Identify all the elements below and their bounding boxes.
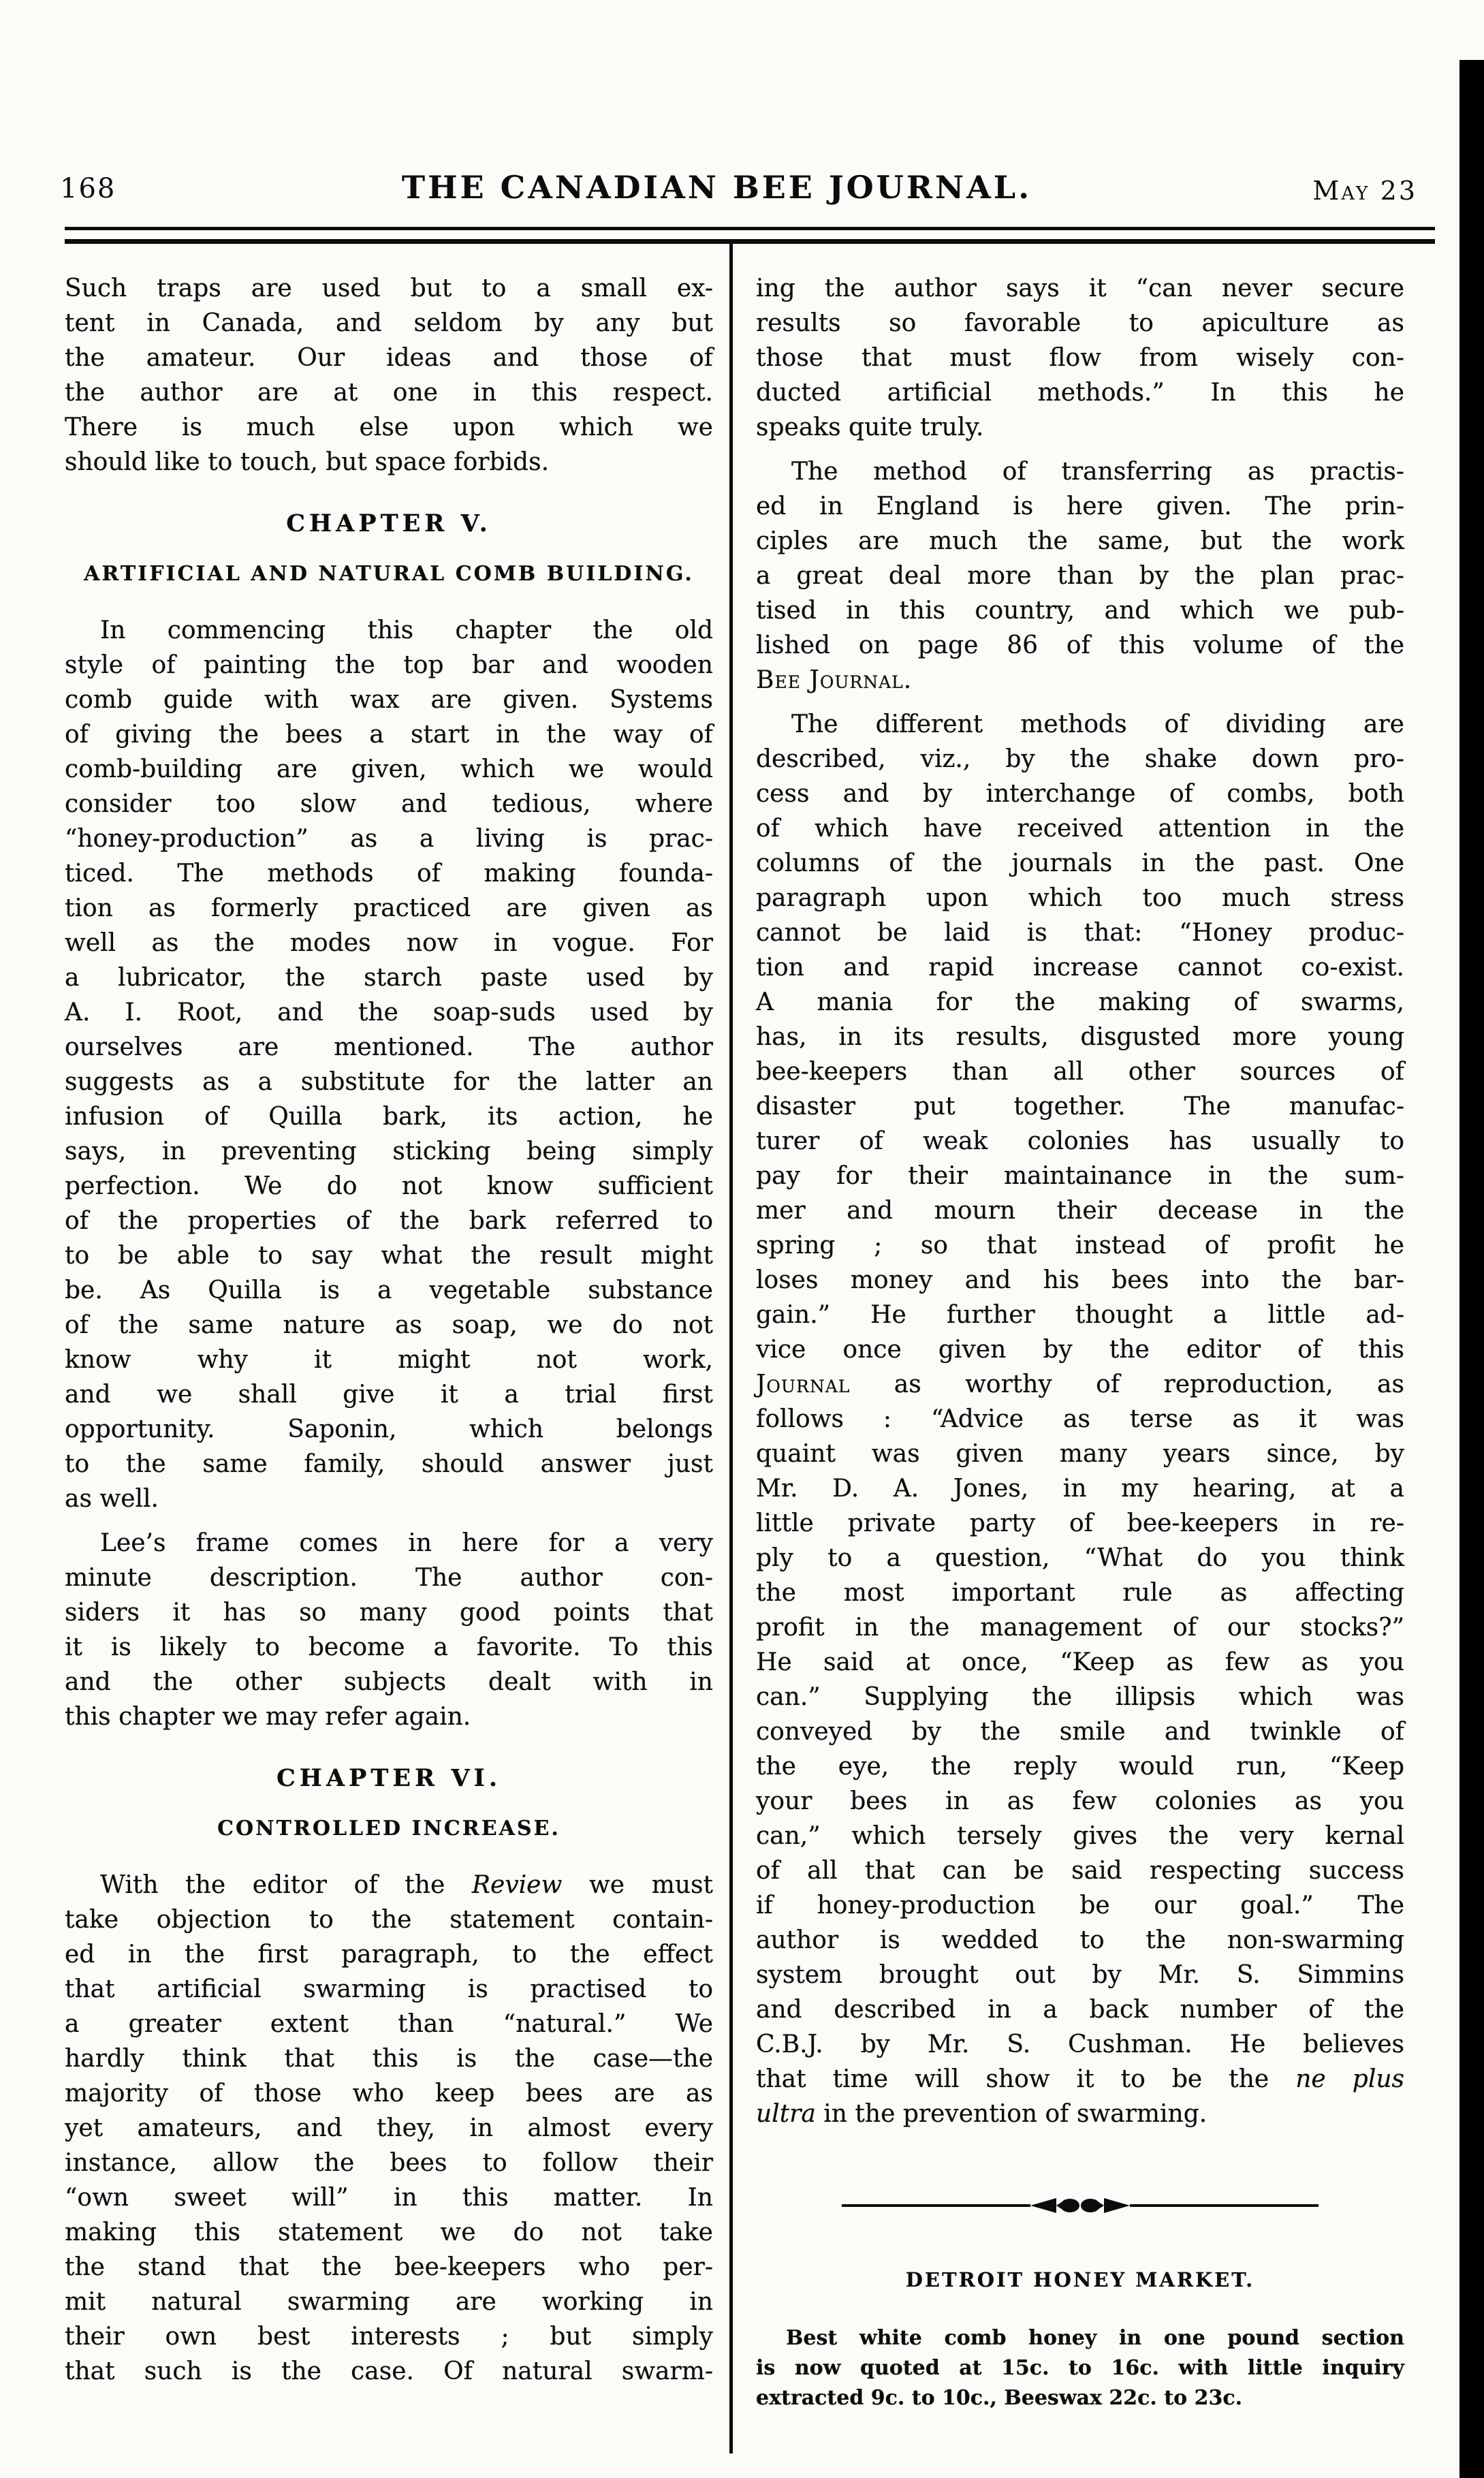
text-line: The different methods of dividing are bbox=[791, 710, 1404, 738]
text-line: comb guide with wax are given. Systems bbox=[65, 686, 713, 714]
section-heading: CONTROLLED INCREASE. bbox=[217, 1817, 561, 1840]
text-line: the author are at one in this respect. bbox=[65, 379, 713, 407]
text-line: making this statement we do not take bbox=[65, 2218, 713, 2246]
scan-edge-artifact bbox=[1459, 60, 1484, 2478]
text-line: perfection. We do not know sufficient bbox=[65, 1172, 713, 1200]
text-line: turer of weak colonies has usually to bbox=[756, 1127, 1404, 1155]
text-line: “honey-production” as a living is prac- bbox=[65, 825, 713, 853]
market-heading: DETROIT HONEY MARKET. bbox=[905, 2268, 1255, 2291]
column-divider-rule bbox=[729, 240, 733, 2453]
text-line: a great deal more than by the plan prac- bbox=[756, 562, 1404, 590]
text-line: and we shall give it a trial first bbox=[65, 1381, 713, 1409]
text-line: spring ; so that instead of profit he bbox=[756, 1232, 1404, 1259]
journal-title: THE CANADIAN BEE JOURNAL. bbox=[401, 169, 1032, 206]
text-line: There is much else upon which we bbox=[65, 413, 713, 441]
text-line: can,” which tersely gives the very kernal bbox=[756, 1822, 1404, 1850]
text-line: of the same nature as soap, we do not bbox=[65, 1311, 713, 1339]
text-line: says, in preventing sticking being simply bbox=[65, 1138, 713, 1165]
paragraph bbox=[65, 1526, 713, 1734]
text-line: pay for their maintainance in the sum- bbox=[756, 1162, 1404, 1190]
text-line: bee-keepers than all other sources of bbox=[756, 1058, 1404, 1086]
text-line: described, viz., by the shake down pro- bbox=[756, 745, 1404, 773]
text-line: take objection to the statement contain- bbox=[65, 1906, 713, 1934]
text-line: speaks quite truly. bbox=[756, 413, 984, 441]
text-line: cess and by interchange of combs, both bbox=[756, 780, 1404, 808]
text-line: comb-building are given, which we would bbox=[65, 755, 713, 783]
paragraph bbox=[65, 613, 713, 1516]
text-line: A. I. Root, and the soap-suds used by bbox=[65, 999, 713, 1026]
text-line: cannot be laid is that: “Honey produc- bbox=[756, 919, 1404, 947]
text-line: follows : “Advice as terse as it was bbox=[756, 1405, 1404, 1433]
text-line: of the properties of the bark referred to bbox=[65, 1207, 713, 1235]
text-line: Best white comb honey in one pound section bbox=[786, 2326, 1404, 2350]
text-line: siders it has so many good points that bbox=[65, 1599, 713, 1627]
text-line: that such is the case. Of natural swarm- bbox=[65, 2357, 713, 2385]
text-line: system brought out by Mr. S. Simmins bbox=[756, 1961, 1404, 1989]
text-line: ply to a question, “What do you think bbox=[756, 1544, 1404, 1572]
text-line: tent in Canada, and seldom by any but bbox=[65, 309, 713, 337]
text-line: Journal as worthy of reproduction, as bbox=[756, 1370, 1404, 1398]
text-line: ed in the first paragraph, to the effect bbox=[65, 1941, 713, 1969]
text-line: conveyed by the smile and twinkle of bbox=[756, 1718, 1404, 1746]
text-line: instance, allow the bees to follow their bbox=[65, 2149, 713, 2177]
text-line: is now quoted at 15c. to 16c. with little inquiry bbox=[756, 2356, 1404, 2380]
text-line: vice once given by the editor of this bbox=[756, 1336, 1404, 1364]
text-line: of which have received attention in the bbox=[756, 815, 1404, 843]
text-line: ourselves are mentioned. The author bbox=[65, 1033, 713, 1061]
text-line: well as the modes now in vogue. For bbox=[65, 929, 713, 957]
text-line: In commencing this chapter the old bbox=[100, 616, 713, 644]
left-column bbox=[65, 271, 713, 2398]
paragraph bbox=[65, 271, 713, 480]
text-line: the most important rule as affecting bbox=[756, 1579, 1404, 1607]
text-line: ciples are much the same, but the work bbox=[756, 527, 1404, 555]
text-line: Mr. D. A. Jones, in my hearing, at a bbox=[756, 1475, 1404, 1503]
header-rule-bottom bbox=[65, 239, 1435, 244]
text-line: paragraph upon which too much stress bbox=[756, 884, 1404, 912]
text-line: C.B.J. by Mr. S. Cushman. He believes bbox=[756, 2030, 1404, 2058]
text-line: a greater extent than “natural.” We bbox=[65, 2010, 713, 2038]
text-line: author is wedded to the non-swarming bbox=[756, 1926, 1404, 1954]
paragraph bbox=[756, 454, 1404, 697]
text-line: consider too slow and tedious, where bbox=[65, 790, 713, 818]
text-line: tion and rapid increase cannot co-exist. bbox=[756, 954, 1404, 982]
text-line: columns of the journals in the past. One bbox=[756, 849, 1404, 877]
text-line: that artificial swarming is practised to bbox=[65, 1975, 713, 2003]
text-line: of all that can be said respecting success bbox=[756, 1857, 1404, 1885]
text-line: their own best interests ; but simply bbox=[65, 2323, 713, 2351]
text-line: Bee Journal. bbox=[756, 666, 913, 694]
page-number: 168 bbox=[60, 173, 116, 204]
text-line: Lee’s frame comes in here for a very bbox=[100, 1529, 713, 1557]
text-line: those that must flow from wisely con- bbox=[756, 344, 1404, 372]
text-line: tion as formerly practiced are given as bbox=[65, 894, 713, 922]
text-line: quaint was given many years since, by bbox=[756, 1440, 1404, 1468]
text-line: the amateur. Our ideas and those of bbox=[65, 344, 713, 372]
text-line: this chapter we may refer again. bbox=[65, 1703, 471, 1731]
text-line: and the other subjects dealt with in bbox=[65, 1668, 713, 1696]
text-line: loses money and his bees into the bar- bbox=[756, 1266, 1404, 1294]
text-line: little private party of bee-keepers in re- bbox=[756, 1509, 1404, 1537]
section-heading: ARTIFICIAL AND NATURAL COMB BUILDING. bbox=[84, 562, 694, 586]
text-line: Such traps are used but to a small ex- bbox=[65, 275, 713, 302]
text-line: ticed. The methods of making founda- bbox=[65, 860, 713, 888]
text-line: suggests as a substitute for the latter an bbox=[65, 1068, 713, 1096]
paragraph bbox=[756, 707, 1404, 2131]
text-line: ing the author says it “can never secure bbox=[756, 275, 1404, 302]
text-line: ultra in the prevention of swarming. bbox=[756, 2100, 1207, 2128]
text-line: if honey-production be our goal.” The bbox=[756, 1892, 1404, 1919]
text-line: the eye, the reply would run, “Keep bbox=[756, 1753, 1404, 1781]
text-line: yet amateurs, and they, in almost every bbox=[65, 2114, 713, 2142]
text-line: infusion of Quilla bark, its action, he bbox=[65, 1103, 713, 1131]
text-line: majority of those who keep bees are as bbox=[65, 2080, 713, 2107]
text-line: should like to touch, but space forbids. bbox=[65, 448, 550, 476]
text-line: disaster put together. The manufac- bbox=[756, 1093, 1404, 1120]
text-line: With the editor of the Review we must bbox=[100, 1871, 713, 1899]
header-rule-top bbox=[65, 227, 1435, 230]
text-line: as well. bbox=[65, 1485, 159, 1513]
paragraph bbox=[756, 271, 1404, 445]
issue-date: May 23 bbox=[1312, 176, 1417, 206]
text-line: profit in the management of our stocks?” bbox=[756, 1614, 1404, 1642]
text-line: tised in this country, and which we pub- bbox=[756, 597, 1404, 625]
paragraph bbox=[65, 1868, 713, 2389]
text-line: that time will show it to be the ne plus bbox=[756, 2065, 1404, 2093]
text-line: lished on page 86 of this volume of the bbox=[756, 631, 1404, 659]
text-line: it is likely to become a favorite. To this bbox=[65, 1633, 713, 1661]
text-line: the stand that the bee-keepers who per- bbox=[65, 2253, 713, 2281]
text-line: can.” Supplying the illipsis which was bbox=[756, 1683, 1404, 1711]
text-line: “own sweet will” in this matter. In bbox=[65, 2184, 713, 2212]
text-line: mit natural swarming are working in bbox=[65, 2288, 713, 2316]
chapter-heading: CHAPTER V. bbox=[286, 509, 492, 537]
text-line: your bees in as few colonies as you bbox=[756, 1787, 1404, 1815]
right-column bbox=[756, 271, 1404, 2423]
text-line: mer and mourn their decease in the bbox=[756, 1197, 1404, 1225]
text-line: and described in a back number of the bbox=[756, 1996, 1404, 2024]
text-line: ed in England is here given. The prin- bbox=[756, 492, 1404, 520]
text-line: ducted artificial methods.” In this he bbox=[756, 379, 1404, 407]
text-line: be. As Quilla is a vegetable substance bbox=[65, 1276, 713, 1304]
decorative-divider bbox=[842, 2194, 1319, 2217]
text-line: extracted 9c. to 10c., Beeswax 22c. to 23c. bbox=[756, 2386, 1243, 2410]
text-line: minute description. The author con- bbox=[65, 1564, 713, 1592]
text-line: style of painting the top bar and wooden bbox=[65, 651, 713, 679]
text-line: gain.” He further thought a little ad- bbox=[756, 1301, 1404, 1329]
text-line: has, in its results, disgusted more young bbox=[756, 1023, 1404, 1051]
chapter-heading: CHAPTER VI. bbox=[276, 1764, 502, 1792]
text-line: He said at once, “Keep as few as you bbox=[756, 1648, 1404, 1676]
text-line: The method of transferring as practis- bbox=[791, 458, 1404, 486]
text-line: know why it might not work, bbox=[65, 1346, 713, 1374]
text-line: A mania for the making of swarms, bbox=[756, 988, 1404, 1016]
text-line: results so favorable to apiculture as bbox=[756, 309, 1404, 337]
text-line: hardly think that this is the case—the bbox=[65, 2045, 713, 2073]
text-line: to the same family, should answer just bbox=[65, 1450, 713, 1478]
text-line: to be able to say what the result might bbox=[65, 1242, 713, 1270]
text-line: a lubricator, the starch paste used by bbox=[65, 964, 713, 992]
paragraph bbox=[756, 2323, 1404, 2413]
text-line: of giving the bees a start in the way of bbox=[65, 721, 713, 749]
text-line: opportunity. Saponin, which belongs bbox=[65, 1415, 713, 1443]
